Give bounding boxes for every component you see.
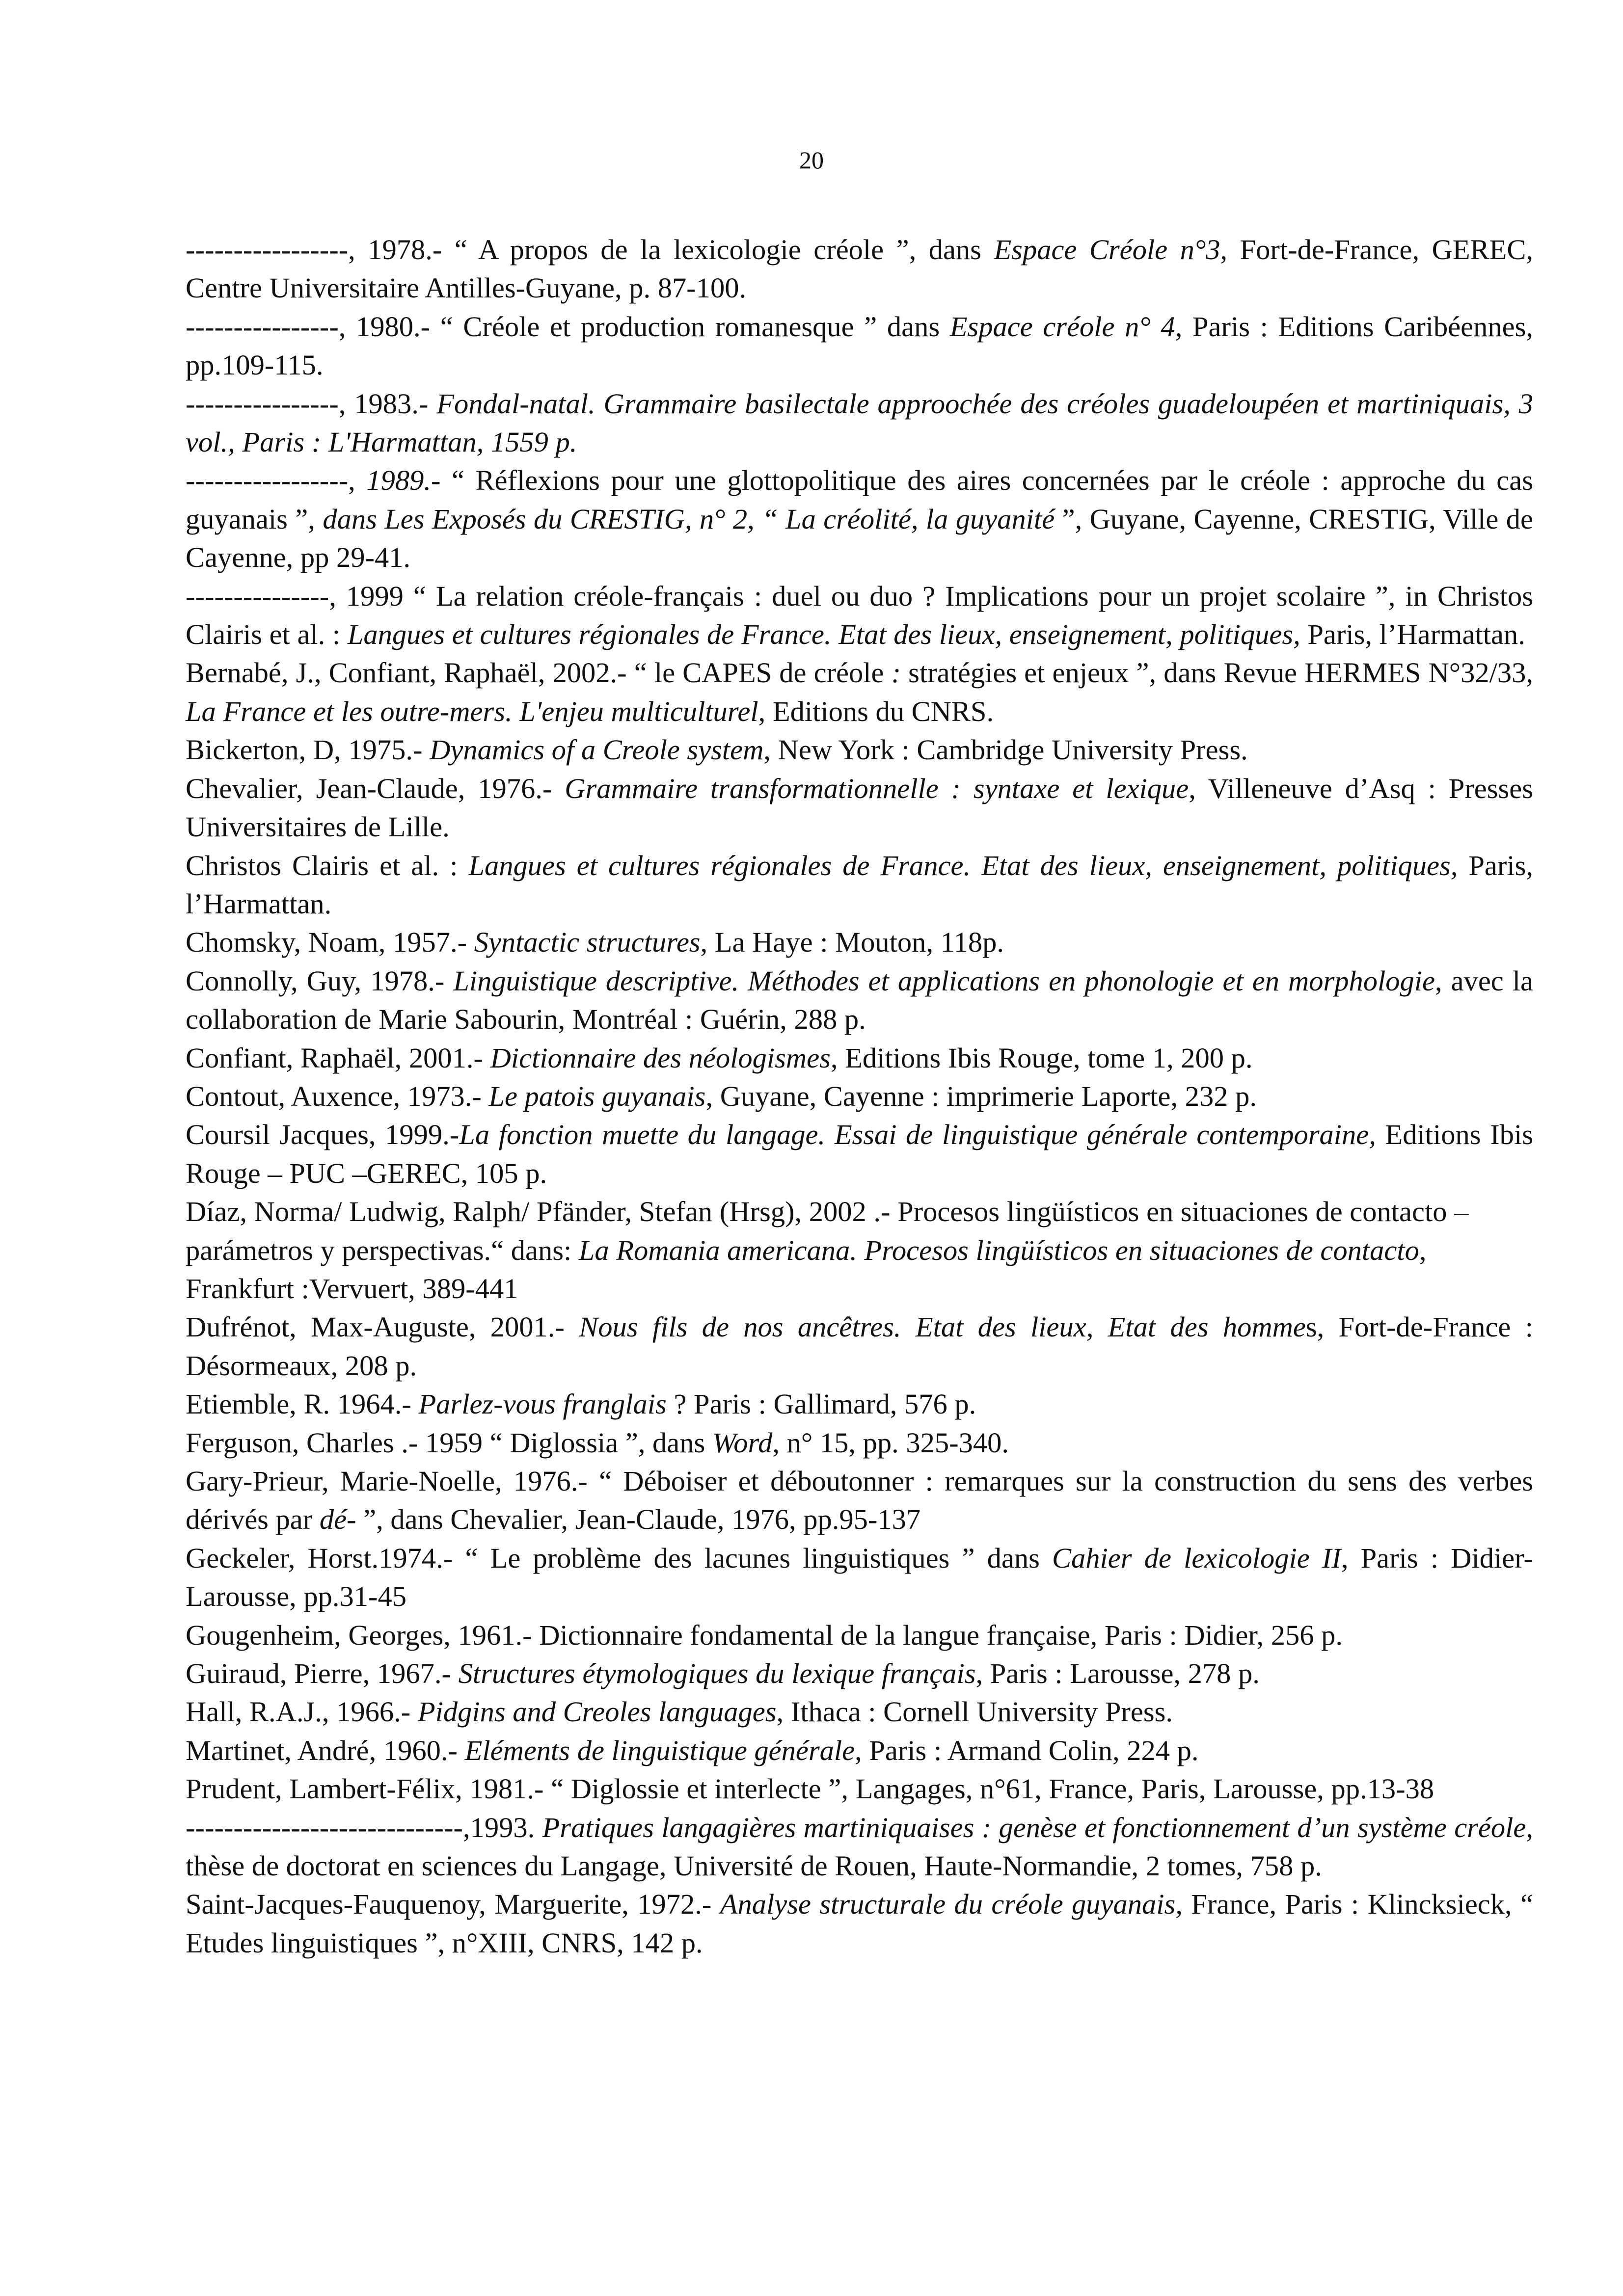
page-number: 20 (799, 146, 824, 174)
bibliography-entry (186, 385, 1533, 462)
bibliography-entry (186, 231, 1533, 308)
entry-text: ----------------, 1980.- “ Créole et production romanesque ” dans (186, 310, 950, 343)
entry-text: ? Paris : Gallimard, 576 p. (666, 1388, 976, 1420)
entry-text: , thèse de doctorat en sciences du Langage, Université de Rouen, Haute-Normandie, 2 tomes, 758 p. (186, 1811, 1533, 1882)
entry-text: Hall, R.A.J., 1966.- (186, 1696, 418, 1728)
entry-text: Prudent, Lambert-Félix, 1981.- “ Diglossie et interlecte ”, Langages, n°61, France, Paris, Larousse, pp.13-38 (186, 1773, 1434, 1805)
entry-text: Coursil Jacques, 1999.- (186, 1119, 460, 1151)
bibliography-entry (186, 1770, 1533, 1808)
entry-text: Dufrénot, Max-Auguste, 2001.- (186, 1311, 579, 1343)
entry-title-text: Le patois guyanais (488, 1080, 706, 1112)
bibliography-entry (186, 1809, 1533, 1886)
entry-title-text: dé- (319, 1503, 356, 1536)
bibliography-entry (186, 731, 1533, 769)
entry-text: , Editions du CNRS. (758, 695, 994, 727)
bibliography-entry (186, 1885, 1533, 1962)
entry-text: Ferguson, Charles .- 1959 “ Diglossia ”, dans (186, 1426, 712, 1459)
entry-text: , New York : Cambridge University Press. (763, 734, 1248, 766)
entry-text: Gary-Prieur, Marie-Noelle, 1976.- “ Déboiser et déboutonner : remarques sur la construction du sens des verbes dérivés par (186, 1465, 1533, 1536)
entry-text: Bernabé, J., Confiant, Raphaël, 2002.- “ le CAPES de créole (186, 657, 892, 689)
bibliography-entry (186, 1193, 1533, 1308)
entry-text: Chomsky, Noam, 1957.- (186, 926, 474, 959)
entry-text: Etiemble, R. 1964.- (186, 1388, 419, 1420)
bibliography-list (186, 231, 1533, 1962)
bibliography-entry (186, 1655, 1533, 1693)
entry-text: Chevalier, Jean-Claude, 1976.- (186, 772, 565, 804)
entry-title-text: Pidgins and Creoles languages (417, 1696, 777, 1728)
bibliography-entry (186, 654, 1533, 731)
bibliography-entry (186, 461, 1533, 577)
entry-text: Paris, l’Harmattan. (1300, 618, 1525, 651)
bibliography-entry (186, 577, 1533, 654)
entry-title-text: Dynamics of a Creole system (430, 734, 764, 766)
entry-text: Guiraud, Pierre, 1967.- (186, 1657, 459, 1690)
entry-text: s, Fort-de-France : Désormeaux, 208 p. (186, 1311, 1533, 1382)
entry-text: Gougenheim, Georges, 1961.- Dictionnaire fondamental de la langue française, Paris : Didier, 256 p. (186, 1619, 1343, 1651)
bibliography-entry (186, 1616, 1533, 1655)
entry-text: -----------------, 1978.- “ A propos de la lexicologie créole ”, dans (186, 234, 994, 266)
entry-text: , Guyane, Cayenne : imprimerie Laporte, 232 p. (705, 1080, 1257, 1112)
bibliography-entry (186, 1462, 1533, 1539)
entry-text: Editions Ibis Rouge – PUC –GEREC, 105 p. (186, 1119, 1533, 1189)
bibliography-entry (186, 1424, 1533, 1462)
entry-text: , Fort-de-France, GEREC, Centre Universitaire Antilles-Guyane, p. 87-100. (186, 234, 1533, 304)
bibliography-entry (186, 1308, 1533, 1385)
bibliography-entry (186, 308, 1533, 385)
entry-title-text: Linguistique descriptive. Méthodes et applications en phonologie et en morphologie (453, 964, 1435, 997)
bibliography-entry (186, 962, 1533, 1039)
entry-title-text: 1989. (366, 464, 431, 497)
entry-title-text: Langues et cultures régionales de France. Etat des lieux, enseignement, politiques, (468, 849, 1458, 881)
entry-title-text: Eléments de linguistique générale (464, 1734, 855, 1766)
entry-title-text: Langues et cultures régionales de France. Etat des lieux, enseignement, politiques, (347, 618, 1300, 651)
entry-text: , Paris : Didier-Larousse, pp.31-45 (186, 1542, 1533, 1613)
entry-text: Confiant, Raphaël, 2001.- (186, 1041, 490, 1074)
bibliography-entry (186, 1116, 1533, 1193)
entry-text: stratégies et enjeux ”, dans Revue HERMES N°32/33, (901, 657, 1533, 689)
entry-text: -----------------, (186, 464, 367, 497)
bibliography-entry (186, 1732, 1533, 1770)
entry-title-text: Grammaire transformationnelle : syntaxe et lexique (565, 772, 1189, 804)
entry-text: ---------------, 1999 “ La relation créole-français : duel ou duo ? Implications pour un projet scolaire ”, in Christos Clairis et al. : (186, 580, 1533, 651)
entry-title-text: Syntactic structures (474, 926, 701, 959)
entry-title-text: Fondal-natal. Grammaire basilectale approochée des créoles guadeloupéen et martiniquais, 3 vol., Paris : L'Harmattan, 1559 p. (186, 387, 1533, 458)
entry-text: Saint-Jacques-Fauquenoy, Marguerite, 1972.- (186, 1888, 720, 1921)
bibliography-entry (186, 1693, 1533, 1731)
entry-text: , Frankfurt :Vervuert, 389-441 (186, 1234, 1427, 1305)
entry-text: , Paris : Editions Caribéennes, pp.109-115. (186, 310, 1533, 381)
entry-title-text: Cahier de lexicologie II (1052, 1542, 1341, 1574)
entry-text: , Villeneuve d’Asq : Presses Universitaires de Lille. (186, 772, 1533, 843)
entry-text: ”, Guyane, Cayenne, CRESTIG, Ville de Cayenne, pp 29-41. (186, 503, 1533, 574)
entry-title-text: Espace Créole n°3 (994, 234, 1220, 266)
entry-text: , Editions Ibis Rouge, tome 1, 200 p. (830, 1041, 1253, 1074)
entry-text: , La Haye : Mouton, 118p. (700, 926, 1004, 959)
entry-text: ----------------, 1983.- (186, 387, 437, 420)
bibliography-entry (186, 1539, 1533, 1616)
entry-text: -----------------------------,1993. (186, 1811, 542, 1843)
entry-title-text: Structures étymologiques du lexique français (458, 1657, 976, 1690)
bibliography-entry (186, 1077, 1533, 1116)
bibliography-entry (186, 1385, 1533, 1423)
bibliography-entry (186, 923, 1533, 961)
entry-title-text: La Romania americana. Procesos lingüísticos en situaciones de contacto (578, 1234, 1419, 1266)
entry-text: , avec la collaboration de Marie Sabourin, Montréal : Guérin, 288 p. (186, 964, 1533, 1036)
entry-title-text: dans Les Exposés du CRESTIG, n° 2, “ La créolité, la guyanité (323, 503, 1055, 535)
entry-text: Connolly, Guy, 1978.- (186, 964, 454, 997)
entry-title-text: Espace créole n° 4 (949, 310, 1175, 343)
entry-text: ”, dans Chevalier, Jean-Claude, 1976, pp.95-137 (356, 1503, 921, 1536)
entry-title-text: Parlez-vous franglais (418, 1388, 667, 1420)
bibliography-entry (186, 847, 1533, 924)
entry-text: Contout, Auxence, 1973.- (186, 1080, 489, 1112)
entry-text: Paris, l’Harmattan. (186, 849, 1534, 920)
entry-title-text: Analyse structurale du créole guyanais, (720, 1888, 1183, 1921)
entry-text: , Paris : Armand Colin, 224 p. (855, 1734, 1199, 1766)
bibliography-entry (186, 770, 1533, 847)
entry-title-text: Word (712, 1426, 773, 1459)
entry-title-text: La France et les outre-mers. L'enjeu multiculturel (186, 695, 758, 727)
entry-text: , Ithaca : Cornell University Press. (776, 1696, 1173, 1728)
entry-text: , Paris : Larousse, 278 p. (975, 1657, 1260, 1690)
entry-text: Díaz, Norma/ Ludwig, Ralph/ Pfänder, Stefan (Hrsg), 2002 .- Procesos lingüísticos en situaciones de contacto –parámetros y perspectivas.“ dans: (186, 1196, 1469, 1266)
entry-title-text: Pratiques langagières martiniquaises : genèse et fonctionnement d’un système créole (542, 1811, 1526, 1843)
entry-text: Martinet, André, 1960.- (186, 1734, 465, 1766)
entry-title-text: Nous fils de nos ancêtres. Etat des lieux, Etat des homme (579, 1311, 1306, 1343)
entry-text: Christos Clairis et al. : (186, 849, 469, 881)
entry-title-text: La fonction muette du langage. Essai de linguistique générale contemporaine, (459, 1119, 1376, 1151)
entry-title-text: : (891, 657, 901, 689)
entry-text: Bickerton, D, 1975.- (186, 734, 430, 766)
entry-text: , n° 15, pp. 325-340. (772, 1426, 1009, 1459)
bibliography-entry (186, 1039, 1533, 1077)
entry-text: France, Paris : Klincksieck, “ Etudes linguistiques ”, n°XIII, CNRS, 142 p. (186, 1888, 1534, 1959)
entry-title-text: Dictionnaire des néologismes (490, 1041, 831, 1074)
entry-text: Geckeler, Horst.1974.- “ Le problème des lacunes linguistiques ” dans (186, 1542, 1053, 1574)
entry-text: - “ Réflexions pour une glottopolitique des aires concernées par le créole : approche du cas guyanais ”, (186, 464, 1533, 535)
